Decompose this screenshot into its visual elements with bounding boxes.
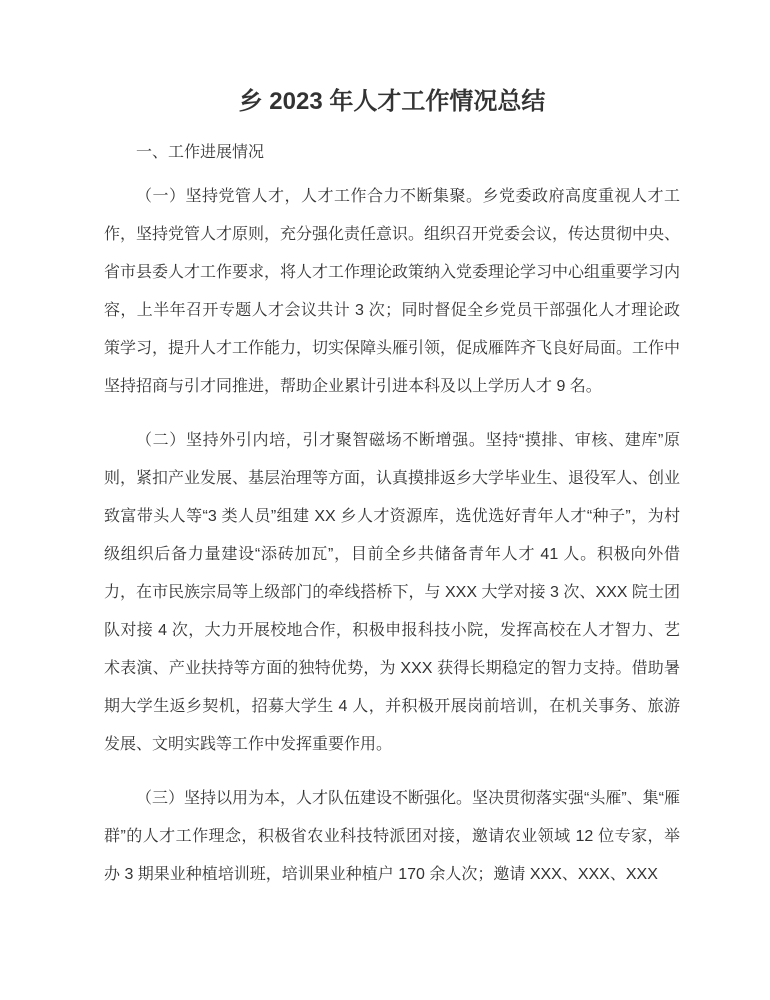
document-title: 乡 2023 年人才工作情况总结 (238, 88, 546, 115)
paragraph-external-recruitment: （二）坚持外引内培，引才聚智磁场不断增强。坚持“摸排、审核、建库”原则，紧扣产业发展、基层治理等方面，认真摸排返乡大学毕业生、退役军人、创业致富带头人等“3 类人员”组建 XX 乡人才资源库，选优选好青年人才“种子”，为村级组织后备力量建设“添砖加瓦”，目前全乡共储备青年人才 41 人。积极向外借力，在市民族宗局等上级部门的牵线搭桥下，与 XXX 大学对接 3 次、XXX 院士团队对接 4 次，大力开展校地合作，积极申报科技小院，发挥高校在人才智力、艺术表演、产业扶持等方面的独特优势，为 XXX 获得长期稳定的智力支持。借助暑期大学生返乡契机，招募大学生 4 人，并积极开展岗前培训，在机关事务、旅游发展、文明实践等工作中发挥重要作用。 (104, 432, 681, 753)
section-heading: 一、工作进展情况 (136, 144, 265, 161)
paragraph-talent-team-building: （三）坚持以用为本，人才队伍建设不断强化。坚决贯彻落实强“头雁”、集“雁群”的人才工作理念，积极省农业科技特派团对接，邀请农业领域 12 位专家，举办 3 期果业种植培训班，培训果业种植户 170 余人次；邀请 XXX、XXX、XXX (104, 790, 680, 883)
paragraph-party-managed-talent: （一）坚持党管人才，人才工作合力不断集聚。乡党委政府高度重视人才工作，坚持党管人才原则，充分强化责任意识。组织召开党委会议，传达贯彻中央、省市县委人才工作要求，将人才工作理论政策纳入党委理论学习中心组重要学习内容，上半年召开专题人才会议共计 3 次；同时督促全乡党员干部强化人才理论政策学习，提升人才工作能力，切实保障头雁引领，促成雁阵齐飞良好局面。工作中坚持招商与引才同推进，帮助企业累计引进本科及以上学历人才 9 名。 (104, 188, 681, 395)
